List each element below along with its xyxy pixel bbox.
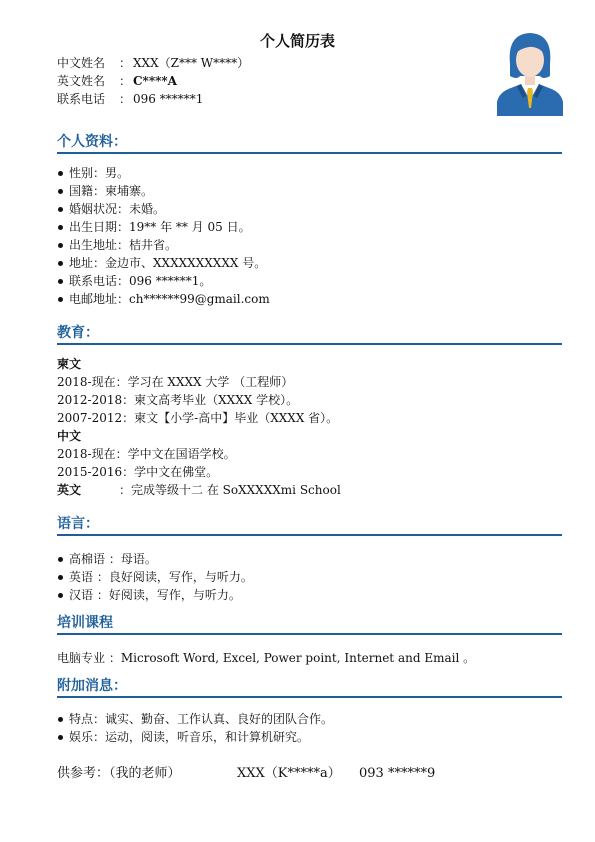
en-name-colon: ： [119, 74, 132, 88]
training-text: 电脑专业 ：Microsoft Word, Excel, Power point, Internet and Email 。 [57, 651, 476, 665]
phone-label: 联系电话 [57, 92, 106, 106]
header-info [57, 54, 249, 108]
phone-value: 096 ******1 [133, 92, 204, 106]
list-item: 娱乐：运动，阅读，听音乐，和计算机研究。 [57, 728, 562, 746]
language-heading: 语言： [57, 514, 562, 536]
education-section [57, 323, 562, 499]
edu-english-label: 英文 [57, 483, 82, 497]
edu-row [57, 481, 562, 499]
reference-line [57, 762, 435, 781]
edu-text: ：柬文高考毕业（XXXX 学校）。 [122, 393, 299, 407]
en-name-label: 英文姓名 [57, 74, 106, 88]
list-item: 联系电话：096 ******1。 [57, 272, 562, 290]
edu-year: 2012-2018 [57, 393, 123, 407]
language-list [57, 550, 562, 604]
list-item: 性别：男。 [57, 164, 562, 182]
reference-name: XXX（K*****a） [237, 766, 341, 781]
edu-group-name: 柬文 [57, 357, 82, 371]
edu-year: 2018-现在 [57, 375, 116, 389]
language-section [57, 514, 562, 604]
list-item: 出生日期：19** 年 ** 月 05 日。 [57, 218, 562, 236]
edu-year: 2015-2016 [57, 465, 123, 479]
edu-text: ：学习在 XXXX 大学 （工程师） [115, 375, 294, 389]
list-item: 出生地址：桔井省。 [57, 236, 562, 254]
training-heading: 培训课程 [57, 613, 562, 635]
cn-name-value: XXX（Z*** W****） [133, 56, 250, 70]
additional-section [57, 676, 562, 746]
en-name-value: C****A [133, 74, 177, 88]
edu-row [57, 409, 562, 427]
edu-text: ：学中文在国语学校。 [115, 447, 236, 461]
list-item: 婚姻状况：未婚。 [57, 200, 562, 218]
list-item: 地址：金边市、XXXXXXXXXX 号。 [57, 254, 562, 272]
edu-text: ：柬文【小学-高中】毕业（XXXX 省）。 [122, 411, 339, 425]
personal-list [57, 164, 562, 308]
edu-row [57, 445, 562, 463]
phone-colon: ： [119, 92, 132, 106]
reference-label: 供参考：（我的老师） [57, 766, 181, 781]
list-item: 高棉语 ：母语。 [57, 550, 562, 568]
additional-heading: 附加消息： [57, 676, 562, 698]
list-item: 电邮地址：ch******99@gmail.com [57, 290, 562, 308]
edu-group-name: 中文 [57, 429, 82, 443]
page-title: 个人简历表 [259, 32, 335, 50]
education-heading: 教育： [57, 323, 562, 345]
person-avatar-icon [493, 30, 567, 116]
cn-name-row [57, 54, 249, 72]
reference-phone: 093 ******9 [359, 766, 436, 781]
edu-text: ：学中文在佛堂。 [122, 465, 219, 479]
list-item: 英语 ：良好阅读，写作，与听力。 [57, 568, 562, 586]
education-list [57, 355, 562, 499]
training-section [57, 613, 562, 667]
en-name-row [57, 72, 249, 90]
edu-row [57, 373, 562, 391]
personal-heading: 个人资料： [57, 132, 562, 154]
list-item: 汉语 ：好阅读，写作，与听力。 [57, 586, 562, 604]
edu-row [57, 463, 562, 481]
list-item: 国籍：柬埔寨。 [57, 182, 562, 200]
edu-year: 2018-现在 [57, 447, 116, 461]
cn-name-label: 中文姓名 [57, 56, 106, 70]
cn-name-colon: ： [119, 56, 132, 70]
personal-section [57, 132, 562, 308]
list-item: 特点：诚实、勤奋、工作认真、良好的团队合作。 [57, 710, 562, 728]
edu-row [57, 391, 562, 409]
phone-row [57, 90, 249, 108]
edu-english-text: ：完成等级十二 在 SoXXXXXmi School [119, 483, 341, 497]
edu-year: 2007-2012 [57, 411, 123, 425]
additional-list [57, 710, 562, 746]
